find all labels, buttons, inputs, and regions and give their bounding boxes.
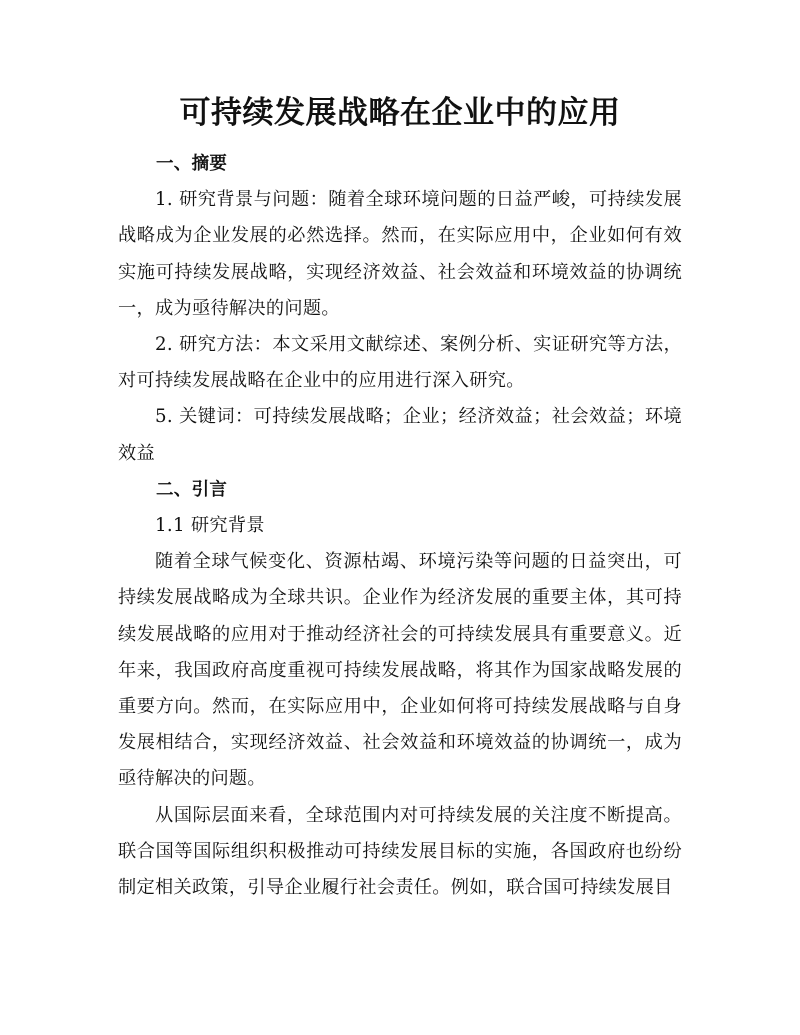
document-body [118, 146, 682, 906]
intro-paragraph-1: 随着全球气候变化、资源枯竭、环境污染等问题的日益突出，可持续发展战略成为全球共识。企业作为经济发展的重要主体，其可持续发展战略的应用对于推动经济社会的可持续发展具有重要意义。近年来，我国政府高度重视可持续发展战略，将其作为国家战略发展的重要方向。然而，在实际应用中，企业如何将可持续发展战略与自身发展相结合，实现经济效益、社会效益和环境效益的协调统一，成为亟待解决的问题。 [118, 551, 682, 790]
section-heading-abstract: 一、摘要 [156, 154, 228, 174]
document-title: 可持续发展战略在企业中的应用 [179, 95, 621, 131]
abstract-paragraph-keywords: 5. 关键词：可持续发展战略；企业；经济效益；社会效益；环境效益 [118, 406, 682, 464]
intro-paragraph-2: 从国际层面来看，全球范围内对可持续发展的关注度不断提高。联合国等国际组织积极推动可持续发展目标的实施，各国政府也纷纷制定相关政策，引导企业履行社会责任。例如，联合国可持续发展目 [118, 804, 682, 899]
subsection-heading-background: 1.1 研究背景 [155, 515, 265, 537]
abstract-paragraph-method: 2. 研究方法：本文采用文献综述、案例分析、实证研究等方法，对可持续发展战略在企业中的应用进行深入研究。 [118, 334, 682, 392]
section-heading-intro: 二、引言 [156, 479, 228, 500]
abstract-paragraph-background: 1. 研究背景与问题：随着全球环境问题的日益严峻，可持续发展战略成为企业发展的必然选择。然而，在实际应用中，企业如何有效实施可持续发展战略，实现经济效益、社会效益和环境效益的协调统一，成为亟待解决的问题。 [118, 189, 682, 319]
